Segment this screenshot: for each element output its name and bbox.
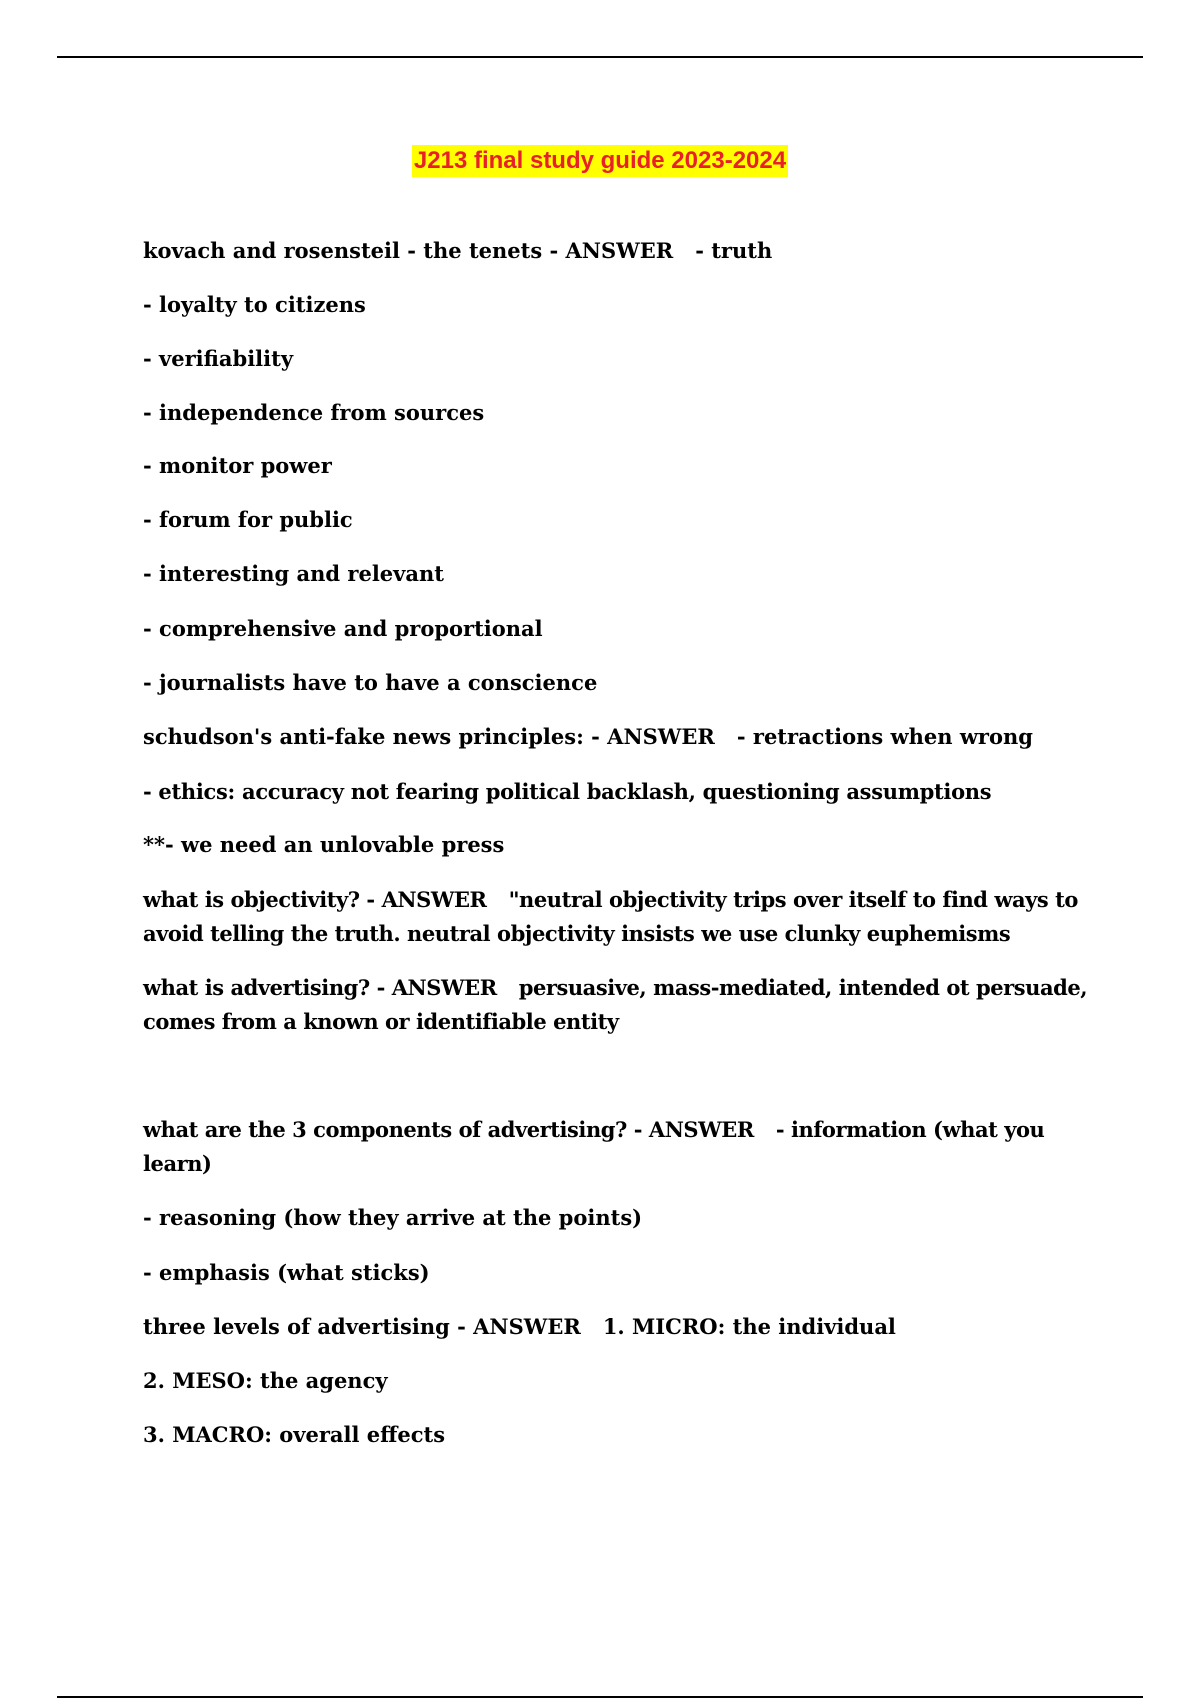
answer-text: - truth bbox=[695, 238, 773, 263]
list-item: **- we need an unlovable press bbox=[143, 832, 505, 857]
qa-entry bbox=[143, 720, 1103, 754]
question-text: kovach and rosensteil - the tenets - ANSWER bbox=[143, 238, 674, 263]
answer-text: - information (what you learn) bbox=[143, 1117, 1045, 1176]
list-item: - forum for public bbox=[143, 507, 353, 532]
qa-entry bbox=[143, 1113, 1103, 1181]
bottom-rule bbox=[57, 1696, 1143, 1698]
list-item: - interesting and relevant bbox=[143, 561, 444, 586]
top-rule bbox=[57, 56, 1143, 58]
qa-entry bbox=[143, 234, 1103, 268]
question-text: what are the 3 components of advertising? - ANSWER bbox=[143, 1117, 754, 1142]
qa-entry bbox=[143, 883, 1103, 951]
list-item: 2. MESO: the agency bbox=[143, 1368, 388, 1393]
list-item: - journalists have to have a conscience bbox=[143, 670, 598, 695]
list-item: - loyalty to citizens bbox=[143, 292, 366, 317]
question-text: schudson's anti-fake news principles: - ANSWER bbox=[143, 724, 715, 749]
answer-text: persuasive, mass-mediated, intended ot persuade, comes from a known or identifiable entity bbox=[143, 975, 1088, 1034]
list-item: - ethics: accuracy not fearing political backlash, questioning assumptions bbox=[143, 779, 992, 804]
list-item: - comprehensive and proportional bbox=[143, 616, 543, 641]
list-item: - verifiability bbox=[143, 346, 294, 371]
question-text: what is advertising? - ANSWER bbox=[143, 975, 497, 1000]
answer-text: 1. MICRO: the individual bbox=[602, 1314, 896, 1339]
answer-text: "neutral objectivity trips over itself to find ways to avoid telling the truth. neutral objectivity insists we use clunky euphemisms bbox=[143, 887, 1078, 946]
document-title: J213 final study guide 2023-2024 bbox=[412, 145, 788, 177]
question-text: three levels of advertising - ANSWER bbox=[143, 1314, 581, 1339]
list-item: 3. MACRO: overall effects bbox=[143, 1422, 446, 1447]
answer-text: - retractions when wrong bbox=[736, 724, 1033, 749]
qa-entry bbox=[143, 971, 1103, 1039]
title-block bbox=[0, 145, 1200, 177]
question-text: what is objectivity? - ANSWER bbox=[143, 887, 487, 912]
list-item: - monitor power bbox=[143, 453, 332, 478]
qa-entry bbox=[143, 1310, 1103, 1344]
list-item: - emphasis (what sticks) bbox=[143, 1260, 430, 1285]
list-item: - reasoning (how they arrive at the points) bbox=[143, 1205, 643, 1230]
list-item: - independence from sources bbox=[143, 400, 485, 425]
